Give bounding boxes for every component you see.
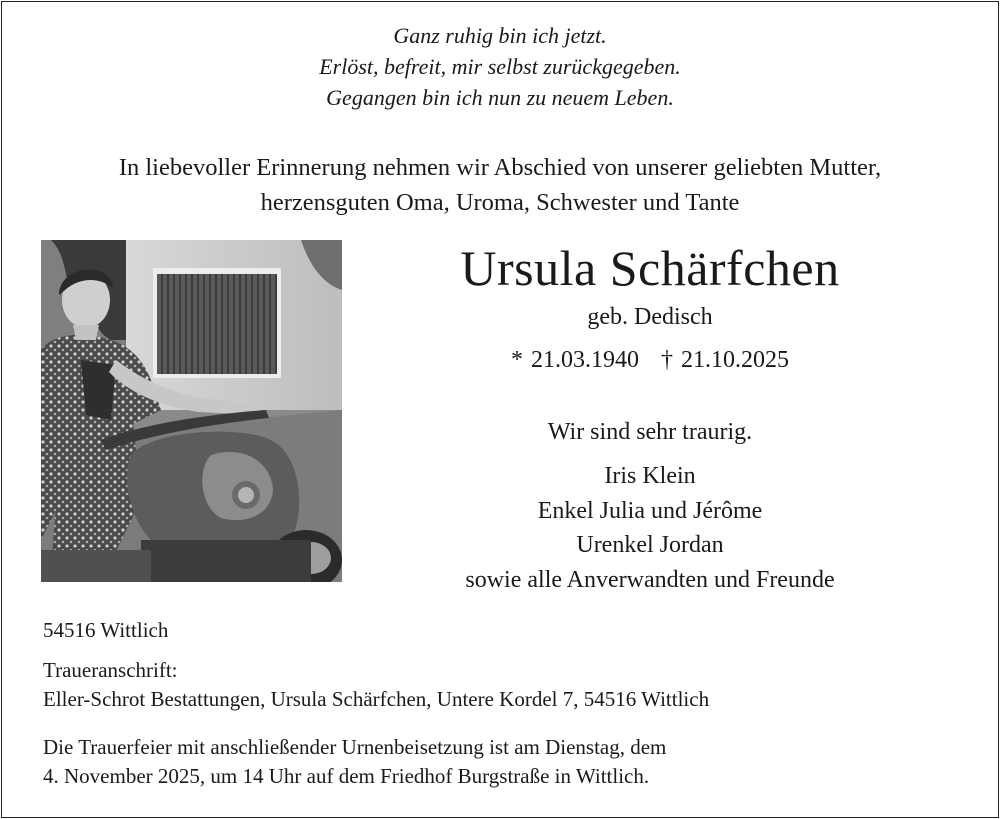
mourner-line: Enkel Julia und Jérôme	[537, 497, 763, 524]
location-text: 54516 Wittlich	[43, 618, 169, 642]
address-label: Traueranschrift:	[43, 658, 178, 682]
mourners-list	[350, 459, 950, 597]
death-date: † 21.10.2025	[661, 347, 789, 373]
poem-line: Gegangen bin ich nun zu neuem Leben.	[326, 85, 674, 110]
address-text: Eller-Schrot Bestattungen, Ursula Schärfchen, Untere Kordel 7, 54516 Wittlich	[43, 687, 710, 711]
birth-date: * 21.03.1940	[511, 347, 639, 373]
mourner-line: Urenkel Jordan	[576, 532, 724, 558]
intro-line: herzensguten Oma, Uroma, Schwester und Tante	[260, 189, 740, 216]
poem-line: Erlöst, befreit, mir selbst zurückgegeben.	[319, 54, 681, 79]
ceremony-line: Die Trauerfeier mit anschließender Urnenbeisetzung ist am Dienstag, dem	[43, 735, 667, 759]
intro-text	[0, 150, 1000, 220]
ceremony-info	[43, 733, 666, 791]
poem	[0, 20, 1000, 113]
mourner-line: sowie alle Anverwandten und Freunde	[465, 566, 835, 593]
deceased-name: Ursula Schärfchen	[460, 240, 840, 296]
ceremony-line: 4. November 2025, um 14 Uhr auf dem Friedhof Burgstraße in Wittlich.	[43, 764, 650, 788]
intro-line: In liebevoller Erinnerung nehmen wir Abschied von unserer geliebten Mutter,	[118, 154, 882, 181]
poem-line: Ganz ruhig bin ich jetzt.	[393, 23, 607, 48]
life-dates	[350, 344, 950, 376]
mourning-address	[43, 656, 709, 714]
mourner-line: Iris Klein	[604, 463, 696, 489]
maiden-name: geb. Dedisch	[587, 304, 713, 330]
sentiment-text: Wir sind sehr traurig.	[547, 419, 753, 445]
portrait-photo	[41, 240, 342, 582]
